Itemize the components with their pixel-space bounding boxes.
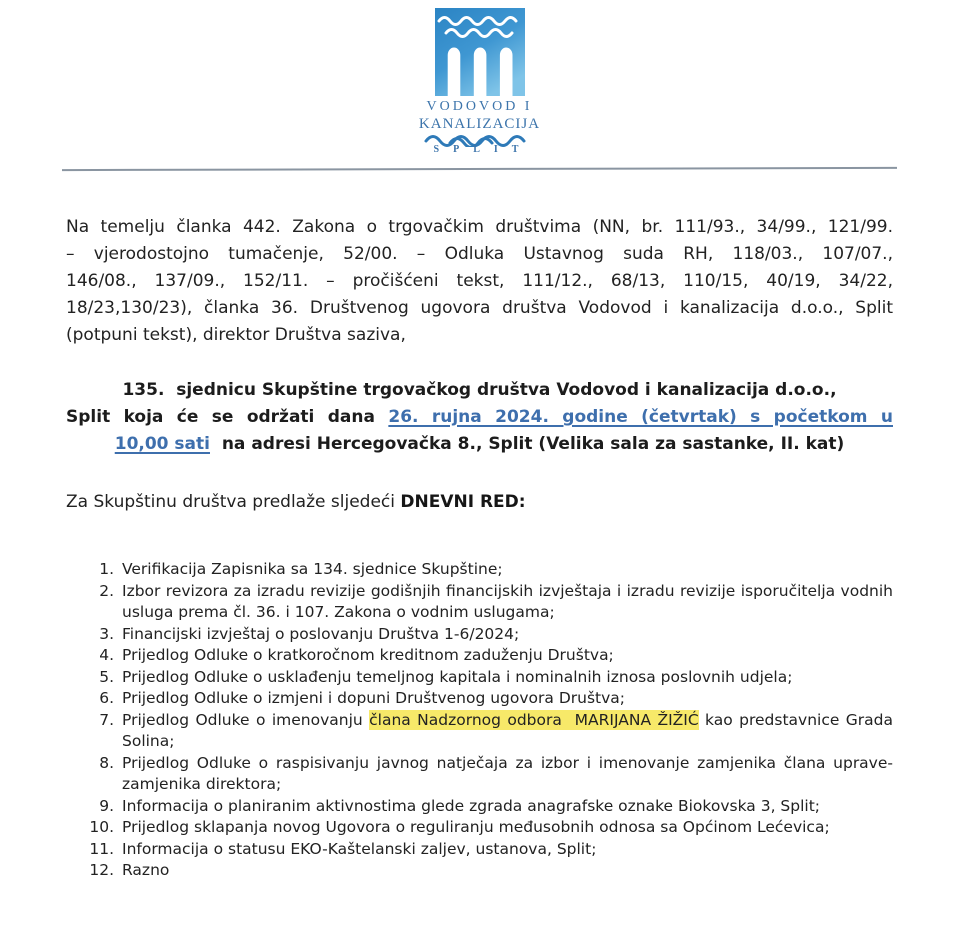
agenda-item-text: Prijedlog Odluke o izmjeni i dopuni Društvenog ugovora Društva;	[122, 689, 626, 707]
agenda-item-number: 5.	[99, 667, 114, 686]
session-time-underlined: 10,00 sati	[114, 434, 210, 454]
agenda-item-number: 7.	[99, 710, 114, 729]
announcement-line3	[66, 431, 893, 458]
company-logo	[415, 8, 545, 155]
agenda-heading-title: DNEVNI RED:	[400, 492, 526, 512]
agenda-item-text: Prijedlog Odluke o usklađenju temeljnog kapitala i nominalnih iznosa poslovnih udjela;	[122, 667, 793, 686]
logo-text-line2: KANALIZACIJA	[418, 116, 541, 132]
agenda-item-number: 12.	[89, 861, 114, 879]
agenda-item-number: 10.	[89, 818, 114, 836]
legal-basis-paragraph	[66, 214, 893, 349]
agenda-heading-prefix: Za Skupštinu društva predlaže sljedeći	[66, 492, 401, 512]
agenda-item-text: Verifikacija Zapisnika sa 134. sjednice Skupštine;	[122, 560, 503, 578]
agenda-item7-suffix: kao predstavnice Grada Solina;	[122, 710, 894, 750]
agenda-item-number: 1.	[99, 560, 114, 578]
agenda-item-12	[88, 860, 893, 882]
agenda-item-text	[122, 710, 893, 753]
agenda-item-number: 8.	[99, 753, 114, 772]
session-date-underlined: 26. rujna 2024. godine (četvrtak) s početkom u	[388, 407, 893, 427]
aqueduct-waves-icon	[434, 8, 526, 96]
agenda-item-4	[88, 645, 893, 667]
agenda-item-8	[88, 753, 893, 796]
highlighted-appointee-name: člana Nadzornog odbora MARIJANA ŽIŽIĆ	[369, 710, 699, 729]
announcement-line3-rest: na adresi Hercegovačka 8., Split (Velika sala za sastanke, II. kat)	[209, 434, 845, 454]
agenda-item7-prefix: Prijedlog Odluke o imenovanju	[122, 710, 370, 729]
agenda-item-9	[88, 796, 893, 818]
agenda-item-text: Financijski izvještaj o poslovanju Društva 1-6/2024;	[122, 624, 520, 643]
agenda-item-number: 4.	[99, 646, 114, 664]
agenda-item-11	[88, 839, 893, 861]
agenda-item-number: 11.	[89, 839, 114, 858]
intro-line: 146/08., 137/09., 152/11. – pročišćeni tekst, 111/12., 68/13, 110/15, 40/19, 34/22,	[66, 271, 893, 291]
intro-line: Na temelju članka 442. Zakona o trgovačkim društvima (NN, br. 111/93., 34/99., 121/99.	[66, 217, 893, 237]
agenda-heading	[66, 489, 893, 516]
agenda-item-number: 2.	[99, 581, 114, 600]
agenda-item-text: Informacija o statusu EKO-Kaštelanski zaljev, ustanova, Split;	[122, 839, 597, 858]
agenda-item-3	[88, 624, 893, 646]
logo-city-label: SPLIT	[433, 144, 533, 155]
agenda-item-5	[88, 667, 893, 689]
agenda-item-text: Razno	[122, 861, 170, 879]
announcement-line2	[66, 404, 893, 431]
announcement-line1: 135. sjednicu Skupštine trgovačkog društva Vodovod i kanalizacija d.o.o.,	[122, 380, 837, 400]
agenda-item-7	[88, 710, 893, 753]
agenda-item-text: Prijedlog sklapanja novog Ugovora o reguliranju međusobnih odnosa sa Općinom Lećevica;	[122, 818, 830, 836]
logo-text-line1: VODOVOD I	[426, 99, 533, 114]
agenda-list	[66, 559, 893, 882]
intro-line: 18/23,130/23), članka 36. Društvenog ugovora društva Vodovod i kanalizacija d.o.o., Split	[66, 298, 893, 318]
agenda-item-2	[88, 581, 893, 624]
agenda-item-10	[88, 817, 893, 839]
agenda-item-1	[88, 559, 893, 581]
agenda-item-number: 3.	[99, 624, 114, 643]
agenda-item-text: Informacija o planiranim aktivnostima glede zgrada anagrafske oznake Biokovska 3, Split;	[122, 796, 821, 815]
agenda-item-number: 6.	[99, 689, 114, 707]
agenda-item-number: 9.	[99, 796, 114, 815]
divider-line	[62, 167, 897, 171]
agenda-item-text: Izbor revizora za izradu revizije godišnjih financijskih izvještaja i izradu revizije isporučitelja vodnih usluga prema čl. 36. i 107. Zakona o vodnim uslugama;	[122, 581, 893, 621]
announcement-line2-prefix: Split koja će se održati dana	[66, 407, 389, 427]
agenda-item-text: Prijedlog Odluke o kratkoročnom kreditnom zaduženju Društva;	[122, 646, 614, 664]
intro-line: (potpuni tekst), direktor Društva saziva,	[66, 325, 406, 345]
session-announcement	[66, 377, 893, 458]
agenda-item-6	[88, 688, 893, 710]
intro-line: – vjerodostojno tumačenje, 52/00. – Odluka Ustavnog suda RH, 118/03., 107/07.,	[66, 244, 893, 264]
agenda-item-text: Prijedlog Odluke o raspisivanju javnog natječaja za izbor i imenovanje zamjenika člana uprave-zamjenika direktora;	[122, 753, 893, 793]
